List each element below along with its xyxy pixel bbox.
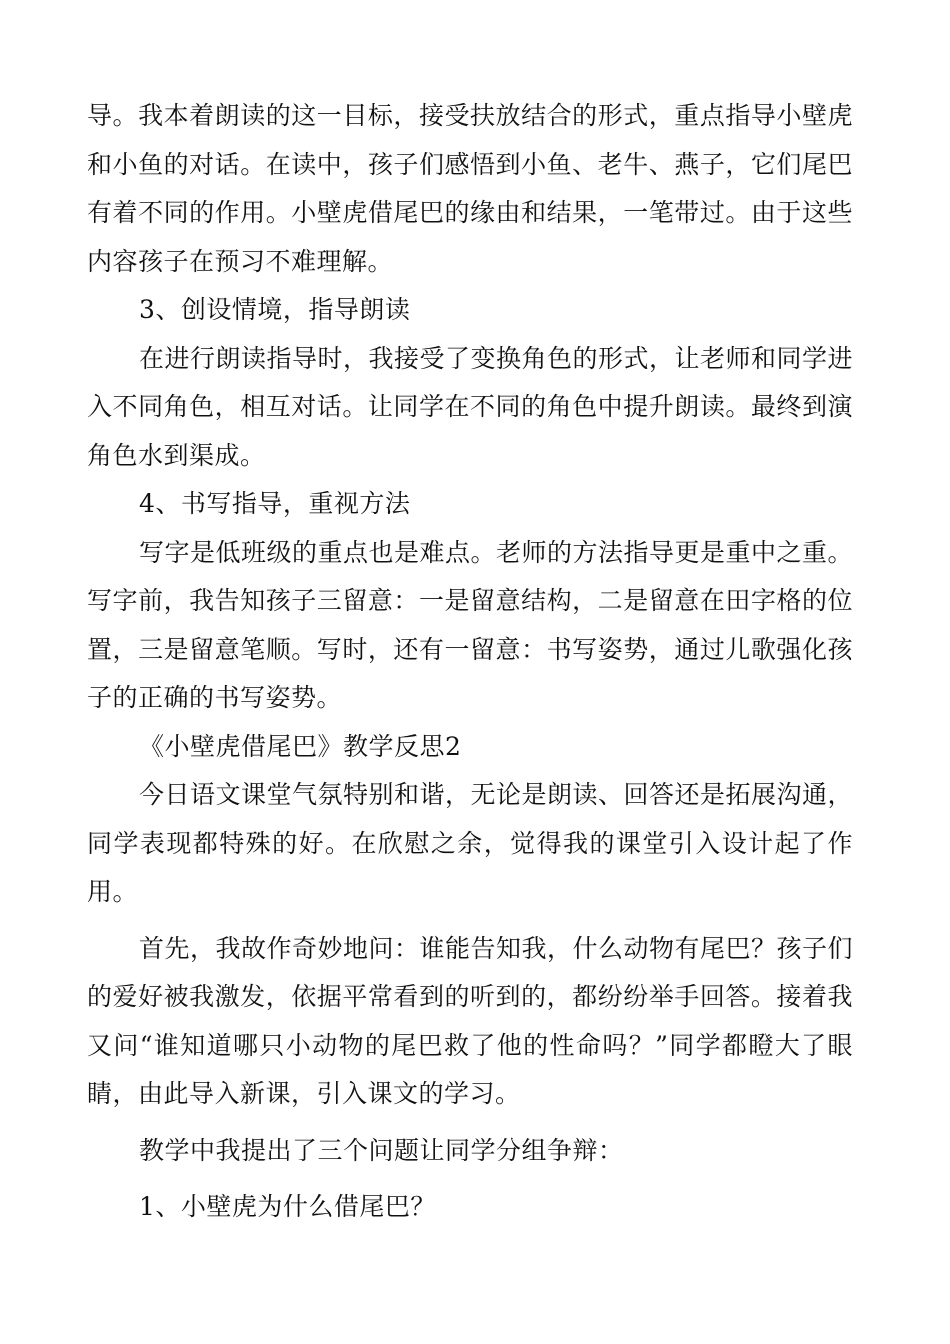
- paragraph-heading-3: 3、创设情境，指导朗读: [139, 295, 411, 324]
- paragraph-reading-guidance: 在进行朗读指导时，我接受了变换角色的形式，让老师和同学进入不同角色，相互对话。让同学在不同的角色中提升朗读。最终到演角色水到渠成。: [87, 343, 854, 470]
- paragraph-questions-intro: 教学中我提出了三个问题让同学分组争辩：: [139, 1135, 624, 1165]
- paragraph-heading-4: 4、书写指导，重视方法: [139, 489, 411, 518]
- paragraph-question-1: 1、小壁虎为什么借尾巴？: [139, 1192, 436, 1221]
- paragraph-continued: 导。我本着朗读的这一目标，接受扶放结合的形式，重点指导小壁虎和小鱼的对话。在读中，孩子们感悟到小鱼、老牛、燕子，它们尾巴有着不同的作用。小壁虎借尾巴的缘由和结果，一笔带过。由于这些内容孩子在预习不难理解。: [87, 101, 853, 276]
- paragraph-writing-guidance: 写字是低班级的重点也是难点。老师的方法指导更是重中之重。写字前，我告知孩子三留意：一是留意结构，二是留意在田字格的位置，三是留意笔顺。写时，还有一留意：书写姿势，通过儿歌强化孩子的正确的书写姿势。: [87, 537, 854, 712]
- document-body: [87, 92, 853, 1232]
- paragraph-classroom-atmosphere: 今日语文课堂气氛特别和谐，无论是朗读、回答还是拓展沟通，同学表现都特殊的好。在欣慰之余，觉得我的课堂引入设计起了作用。: [87, 780, 854, 906]
- paragraph-introduction: 首先，我故作奇妙地问：谁能告知我，什么动物有尾巴？孩子们的爱好被我激发，依据平常看到的听到的，都纷纷举手回答。接着我又问“谁知道哪只小动物的尾巴救了他的性命吗？”同学都瞪大了眼睛，由此导入新课，引入课文的学习。: [87, 933, 854, 1108]
- section-title: 《小壁虎借尾巴》教学反思2: [139, 731, 462, 761]
